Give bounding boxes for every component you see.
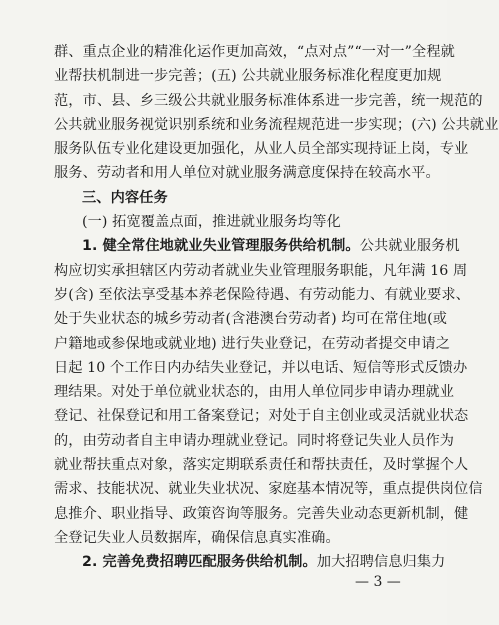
body-line: 服务队伍专业化建设更加强化，从业人员全部实现持证上岗，专业: [54, 141, 469, 158]
body-line: 群、重点企业的精准化运作更加高效，“点对点”“一对一”全程就: [54, 44, 455, 60]
item-1-heading: 1. 健全常住地就业失业管理服务供给机制。: [82, 238, 360, 255]
subsection-heading: (一) 拓宽覆盖点面，推进就业服务均等化: [82, 214, 341, 231]
body-line: 全登记失业人员数据库，确保信息真实准确。: [54, 529, 340, 546]
item-1-first-line: [54, 234, 460, 258]
body-line: 户籍地或参保地或就业地) 进行失业登记，在劳动者提交申请之: [54, 335, 451, 352]
body-line: 日起 10 个工作日内办结失业登记，并以电话、短信等形式反馈办: [54, 359, 468, 376]
body-line: 范，市、县、乡三级公共就业服务标准体系进一步完善，统一规范的: [54, 92, 483, 109]
item-2-heading: 2. 完善免费招聘匹配服务供给机制。: [82, 554, 317, 571]
body-line: 需求、技能状况、就业失业状况、家庭基本情况等，重点提供岗位信: [54, 481, 483, 498]
item-1-first-line-text: 公共就业服务机: [359, 238, 460, 255]
body-line: 处于失业状态的城乡劳动者(含港澳台劳动者) 均可在常住地(或: [54, 311, 447, 328]
item-2-first-line-text: 加大招聘信息归集力: [316, 554, 446, 571]
body-line: 理结果。对处于单位就业状态的，由用人单位同步申请办理就业: [54, 384, 455, 401]
body-line: 岁(含) 至依法享受基本养老保险待遇、有劳动能力、有就业要求、: [54, 286, 470, 303]
document-body: [54, 40, 499, 575]
body-line: 公共就业服务视觉识别系统和业务流程规范进一步实现；(六) 公共就业: [54, 116, 499, 133]
body-line: 构应切实承担辖区内劳动者就业失业管理服务职能，凡年满 16 周: [54, 262, 468, 279]
body-line: 登记、社保登记和用工备案登记；对处于自主创业或灵活就业状态: [54, 408, 469, 425]
body-line: 息推介、职业指导、政策咨询等服务。完善失业动态更新机制，健: [54, 505, 469, 522]
body-line: 的，由劳动者自主申请办理就业登记。同时将登记失业人员作为: [54, 432, 455, 449]
body-line: 服务、劳动者和用人单位对就业服务满意度保持在较高水平。: [54, 165, 440, 182]
item-2-first-line: [54, 550, 446, 574]
page-number: — 3 —: [355, 574, 401, 590]
section-heading: 三、内容任务: [82, 189, 168, 206]
body-line: 业帮扶机制进一步完善；(五) 公共就业服务标准化程度更加规: [54, 68, 442, 85]
body-line: 就业帮扶重点对象，落实定期联系责任和帮扶责任，及时掌握个人: [54, 457, 469, 474]
